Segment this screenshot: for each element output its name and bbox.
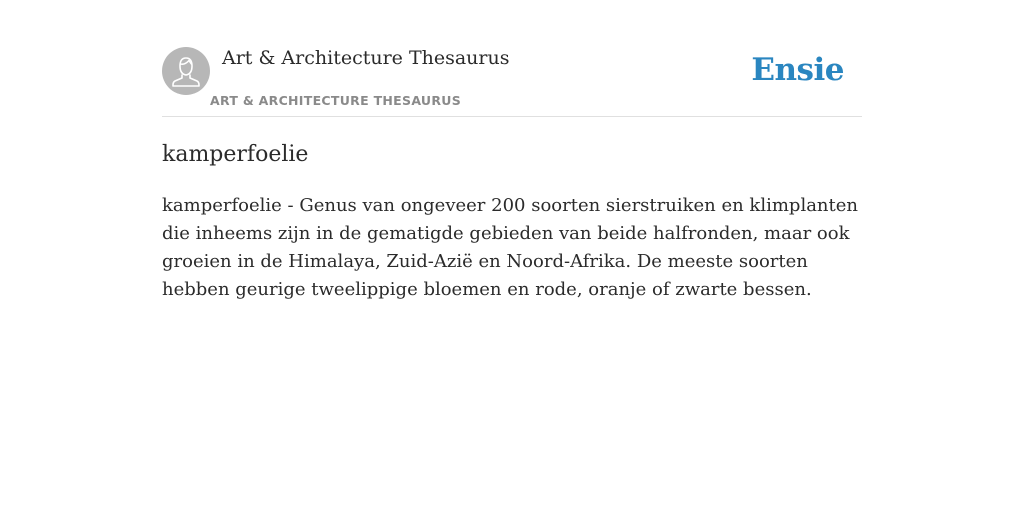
entry-header xyxy=(162,44,862,117)
source-label[interactable]: ART & ARCHITECTURE THESAURUS xyxy=(210,93,462,108)
term-title: kamperfoelie xyxy=(162,142,309,167)
author-name[interactable]: Art & Architecture Thesaurus xyxy=(222,47,510,69)
author-avatar[interactable] xyxy=(162,47,210,95)
ensie-logo-link[interactable]: Ensie xyxy=(751,52,844,88)
term-definition: kamperfoelie - Genus van ongeveer 200 soorten sierstruiken en klimplanten die inheems zijn in de gematigde gebieden van beide halfronden, maar ook groeien in de Himalaya, Zuid-Azië en Noord-Afrika. De meeste soorten hebben geurige tweelippige bloemen en rode, oranje of zwarte bessen. xyxy=(162,195,859,300)
user-silhouette-icon xyxy=(162,47,210,95)
